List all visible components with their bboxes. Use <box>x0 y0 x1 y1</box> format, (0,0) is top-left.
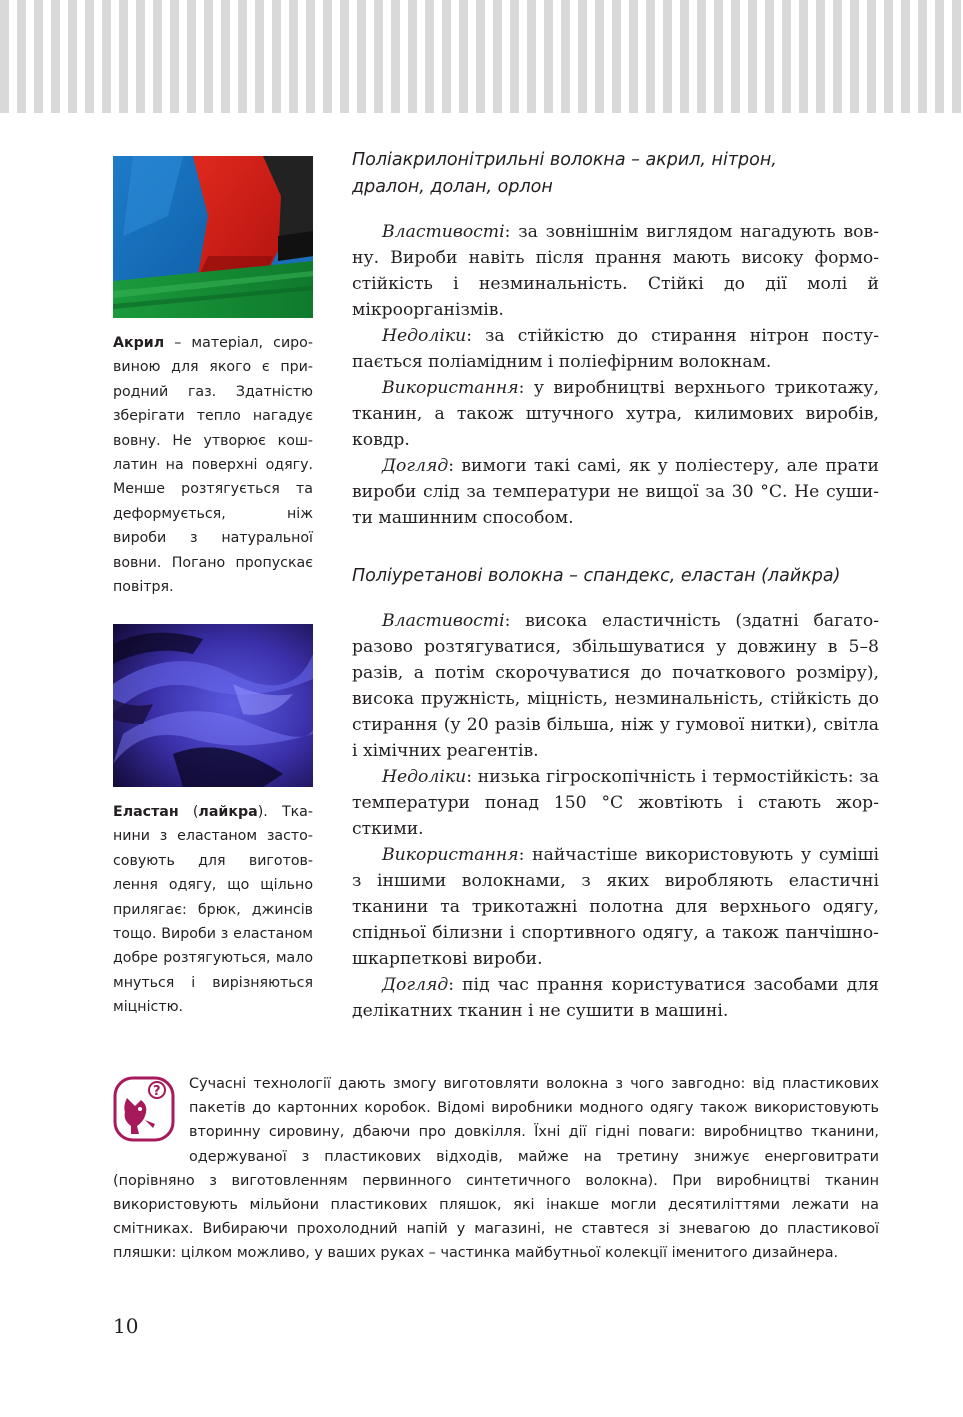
acrylic-description: – матеріал, сировиною для якого є природний газ. Здатністю зберігати тепло нагадує вовну. Не утворює кошлатин на поверхні одягу. Менше розтягується та деформується, ніж вироби з натуральної вовни. Погано пропускає повітря. <box>113 335 313 596</box>
elastane-caption: Еластан (лайкра). Тканини з еластаном застосовують для виготовлення одягу, що щільно прилягає: брюк, джинсів тощо. Вироби з еластаном добре розтягуються, мало мнуться і вирізняються міцністю. <box>113 804 314 1016</box>
header-stripes <box>0 0 963 113</box>
svg-text:?: ? <box>153 1084 161 1099</box>
elastane-term-lycra: лайкра <box>198 804 258 820</box>
usage-paragraph: Використання: у виробництві верхнього трикотажу, тканин, а також штучного хутра, килимових виробів, ковдр. <box>352 378 879 450</box>
properties-paragraph: Властивості: висока еластичність (здатні багаторазово розтягуватися, збільшуватися у довжину в 5–8 разів, а потім скорочуватися до початкового розміру), висока пружність, міцність, незминальність, стійкість до стирання (у 20 разів більша, ніж у гумової нитки), світла і хімічних реагентів. <box>352 611 879 761</box>
did-you-know-note <box>113 1072 879 1266</box>
elastane-fabric-photo <box>113 624 313 787</box>
page-number: 10 <box>113 1314 139 1338</box>
polyacrylonitrile-section <box>352 147 879 531</box>
curious-character-icon <box>113 1076 175 1142</box>
acrylic-fabric-photo <box>113 156 313 318</box>
properties-paragraph: Властивості: за зовнішнім виглядом нагадують вовну. Вироби навіть після прання мають високу формостійкість і незминальність. Стійкі до дії молі й мікроорганізмів. <box>352 222 879 320</box>
polyurethane-heading: Поліуретанові волокна – спандекс, еластан (лайкра) <box>352 566 841 586</box>
polyurethane-section <box>352 563 879 1024</box>
care-paragraph: Догляд: вимоги такі самі, як у поліестеру, але прати вироби слід за температури не вищої за 30 °С. Не сушити машинним способом. <box>352 456 879 528</box>
acrylic-term: Акрил <box>113 335 165 351</box>
disadvantages-paragraph: Недоліки: за стійкістю до стирання нітрон поступається поліамідним і поліефірним волокнам. <box>352 326 879 372</box>
usage-paragraph: Використання: найчастіше використовують у суміші з іншими волокнами, з яких виробляють еластичні тканини та трикотажні полотна для верхнього одягу, спідньої білизни і спортивного одягу, а також панчішно-шкарпеткові вироби. <box>352 845 879 969</box>
elastane-term: Еластан <box>113 804 179 820</box>
acrylic-caption <box>113 331 313 599</box>
polyacrylonitrile-heading: Поліакрилонітрильні волокна – акрил, нітрон, дралон, долан, орлон <box>352 150 777 197</box>
elastane-description: . Тканини з еластаном застосовують для виготовлення одягу, що щільно прилягає: брюк, джинсів тощо. Вироби з еластаном добре розтягуються, мало мнуться і вирізняються міцністю. <box>113 804 314 1016</box>
disadvantages-paragraph: Недоліки: низька гігроскопічність і термостійкість: за температури понад 150 °С жовтіють і стають жорсткими. <box>352 767 879 839</box>
care-paragraph: Догляд: під час прання користуватися засобами для делікатних тканин і не сушити в машині. <box>352 975 879 1021</box>
note-text: Сучасні технології дають змогу виготовляти волокна з чого завгодно: від пластикових пакетів до картонних коробок. Відомі виробники модного одягу також використовують вторинну сировину, дбаючи про довкілля. Їхні дії гідні поваги: виробництво тканини, одержуваної з пластикових відходів, майже на третину знижує енерговитрати (порівняно з виготовленням первинного синтетичного волокна). При виробництві тканин використовують мільйони пластикових пляшок, які інакше могли десятиліттями лежати на смітниках. Вибираючи прохолодний напій у магазині, не ставтеся зі зневагою до пластикової пляшки: цілком можливо, у ваших руках – частинка майбутньої колекції іменитого дизайнера. <box>113 1076 879 1262</box>
